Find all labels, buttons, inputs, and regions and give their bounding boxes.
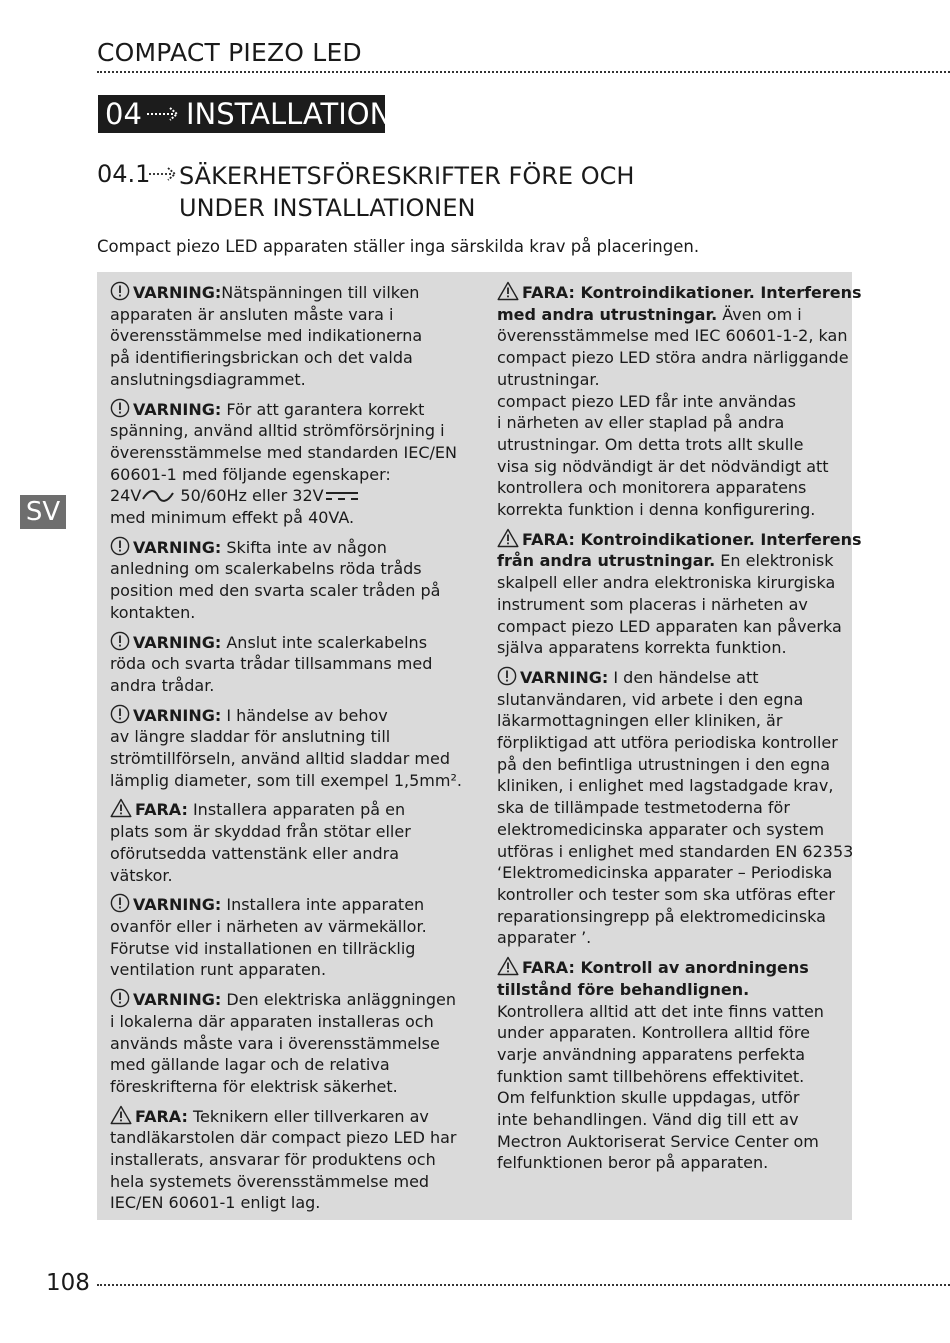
text-line: Förutse vid installationen en tillräcklig bbox=[110, 938, 416, 958]
warning-triangle-icon bbox=[497, 281, 519, 301]
footer-divider bbox=[97, 1284, 950, 1286]
warning-triangle-icon bbox=[110, 1105, 132, 1125]
danger-label: FARA: Kontroll av anordningens bbox=[522, 958, 809, 978]
language-tab: SV bbox=[20, 495, 66, 529]
text-line: överensstämmelse med standarden IEC/EN bbox=[110, 442, 457, 462]
exclamation-circle-icon bbox=[110, 631, 130, 651]
warning-label: VARNING: bbox=[520, 667, 609, 687]
header-divider bbox=[97, 71, 950, 73]
text-line: 60601-1 med följande egenskaper: bbox=[110, 464, 391, 484]
text-line: själva apparatens korrekta funktion. bbox=[497, 638, 787, 658]
exclamation-circle-icon bbox=[110, 704, 130, 724]
text-line: elektromedicinska apparater och system bbox=[497, 819, 825, 839]
text-line: läkarmottagningen eller kliniken, är bbox=[497, 711, 783, 731]
text-line: funktion samt tillbehörens effektivitet. bbox=[497, 1066, 805, 1086]
text-line: varje användning apparatens perfekta bbox=[497, 1044, 806, 1064]
warning-block bbox=[110, 988, 470, 1098]
text-line: i lokalerna där apparaten installeras och bbox=[110, 1011, 434, 1031]
text-line: position med den svarta scaler tråden på bbox=[110, 581, 441, 601]
warning-block bbox=[110, 631, 470, 697]
page-number: 108 bbox=[46, 1270, 90, 1296]
warning-triangle-icon bbox=[497, 956, 519, 976]
exclamation-circle-icon bbox=[110, 536, 130, 556]
text-line: compact piezo LED störa andra närliggande bbox=[497, 348, 849, 368]
danger-label: FARA: Kontroindikationer. Interferens bbox=[522, 529, 862, 549]
text-line: kontroller och tester som ska utföras efter bbox=[497, 884, 835, 904]
text-line: Nätspänningen till vilken bbox=[221, 283, 420, 302]
text-line: IEC/EN 60601-1 enligt lag. bbox=[110, 1193, 321, 1213]
text-line: Kontrollera alltid att det inte finns vatten bbox=[497, 1001, 824, 1021]
text-line: lämplig diameter, som till exempel 1,5mm². bbox=[110, 770, 462, 790]
danger-label: med andra utrustningar. bbox=[497, 304, 718, 324]
section-heading bbox=[98, 95, 392, 133]
text-line: compact piezo LED får inte användas bbox=[497, 391, 796, 411]
text-line: kontakten. bbox=[110, 602, 196, 622]
text-line: överensstämmelse med indikationerna bbox=[110, 326, 423, 346]
danger-label: tillstånd före behandlignen. bbox=[497, 979, 750, 999]
text-line: med minimum effekt på 40VA. bbox=[110, 508, 355, 528]
text-line: apparaten är ansluten måste vara i bbox=[110, 304, 394, 324]
text-line: överensstämmelse med IEC 60601-1-2, kan bbox=[497, 326, 848, 346]
text-line: ‘Elektromedicinska apparater – Periodiska bbox=[497, 863, 833, 883]
text-line: I händelse av behov bbox=[221, 705, 388, 725]
section-number: 04 bbox=[105, 97, 142, 131]
danger-block bbox=[110, 798, 470, 886]
text-line: anledning om scalerkabelns röda tråds bbox=[110, 559, 422, 579]
warning-label: VARNING: bbox=[133, 895, 222, 915]
text-line: tandläkarstolen där compact piezo LED har bbox=[110, 1128, 457, 1148]
text-line: utrustningar. Om detta trots allt skulle bbox=[497, 434, 804, 454]
subsection-title bbox=[179, 160, 634, 224]
text-line: I den händelse att bbox=[608, 667, 759, 687]
text-line: föreskrifterna för elektrisk säkerhet. bbox=[110, 1076, 398, 1096]
voltage-dc: 50/60Hz eller 32V bbox=[175, 486, 324, 506]
text-line: ska de tillämpade testmetoderna för bbox=[497, 798, 790, 818]
dc-symbol-icon bbox=[324, 490, 360, 502]
text-line: skalpell eller andra elektroniska kirurgiska bbox=[497, 573, 836, 593]
danger-label: FARA: Kontroindikationer. Interferens bbox=[522, 283, 862, 302]
text-line: instrument som placeras i närheten av bbox=[497, 594, 808, 614]
warning-block bbox=[110, 536, 470, 624]
text-line: i närheten av eller staplad på andra bbox=[497, 413, 785, 433]
text-line: vätskor. bbox=[110, 865, 173, 885]
exclamation-circle-icon bbox=[110, 988, 130, 1008]
text-line: För att garantera korrekt bbox=[221, 399, 425, 419]
text-line: installerats, ansvarar för produktens och bbox=[110, 1150, 436, 1170]
warning-block bbox=[110, 893, 470, 981]
dotted-arrow-icon bbox=[146, 105, 180, 127]
right-column bbox=[497, 281, 862, 1181]
text-line: Teknikern eller tillverkaren av bbox=[187, 1106, 429, 1126]
exclamation-circle-icon bbox=[110, 281, 130, 301]
text-line: utrustningar. bbox=[497, 369, 600, 389]
text-line: inte behandlingen. Vänd dig till ett av bbox=[497, 1110, 799, 1130]
danger-block bbox=[497, 528, 862, 659]
voltage-ac: 24V bbox=[110, 486, 142, 506]
text-line: plats som är skyddad från stötar eller bbox=[110, 822, 411, 842]
text-line: under apparaten. Kontrollera alltid före bbox=[497, 1023, 810, 1043]
intro-text: Compact piezo LED apparaten ställer inga särskilda krav på placeringen. bbox=[97, 237, 700, 256]
warning-block bbox=[497, 666, 857, 949]
warning-block bbox=[110, 704, 470, 792]
text-line: visa sig nödvändigt är det nödvändigt att bbox=[497, 456, 829, 476]
text-line: används måste vara i överensstämmelse bbox=[110, 1033, 440, 1053]
text-line: Skifta inte av någon bbox=[221, 537, 387, 557]
exclamation-circle-icon bbox=[110, 398, 130, 418]
exclamation-circle-icon bbox=[497, 666, 517, 686]
text-line: utföras i enlighet med standarden EN 62353 bbox=[497, 841, 854, 861]
text-line: andra trådar. bbox=[110, 675, 215, 695]
document-title: COMPACT PIEZO LED bbox=[97, 38, 362, 67]
text-line: slutanvändaren, vid arbete i den egna bbox=[497, 689, 804, 709]
text-line: felfunktionen beror på apparaten. bbox=[497, 1153, 769, 1173]
section-title: INSTALLATION bbox=[186, 97, 392, 131]
text-line: Även om i bbox=[717, 304, 802, 324]
text-line: Mectron Auktoriserat Service Center om bbox=[497, 1131, 819, 1151]
subsection-title-line-2: UNDER INSTALLATIONEN bbox=[179, 194, 476, 222]
warning-block bbox=[110, 281, 470, 391]
warning-label: VARNING: bbox=[133, 632, 222, 652]
warning-label: VARNING: bbox=[133, 705, 222, 725]
danger-block bbox=[110, 1105, 470, 1215]
danger-label: FARA: bbox=[135, 800, 188, 820]
text-line: En elektronisk bbox=[715, 551, 834, 571]
text-line: kontrollera och monitorera apparatens bbox=[497, 478, 807, 498]
warning-block bbox=[110, 398, 470, 529]
text-line: anslutningsdiagrammet. bbox=[110, 369, 306, 389]
text-line: apparater ’. bbox=[497, 928, 592, 948]
text-line: spänning, använd alltid strömförsörjning i bbox=[110, 421, 445, 441]
text-line: på identifieringsbrickan och det valda bbox=[110, 348, 413, 368]
text-line: strömtillförseln, använd alltid sladdar med bbox=[110, 749, 450, 769]
warning-label: VARNING: bbox=[133, 990, 222, 1010]
warning-label: VARNING: bbox=[133, 399, 222, 419]
left-column bbox=[110, 281, 470, 1221]
text-line: oförutsedda vattenstänk eller andra bbox=[110, 843, 400, 863]
text-line: kliniken, i enlighet med lagstadgade krav, bbox=[497, 776, 834, 796]
subsection-number: 04.1 bbox=[97, 160, 151, 188]
warning-label: VARNING: bbox=[133, 537, 222, 557]
text-line: förpliktigad att utföra periodiska kontroller bbox=[497, 733, 838, 753]
danger-label: FARA: bbox=[135, 1106, 188, 1126]
text-line: Anslut inte scalerkabelns bbox=[221, 632, 428, 652]
text-line: Installera apparaten på en bbox=[187, 800, 406, 820]
exclamation-circle-icon bbox=[110, 893, 130, 913]
text-line: av längre sladdar för anslutning till bbox=[110, 727, 391, 747]
warning-label: VARNING: bbox=[133, 283, 222, 302]
text-line: med gällande lagar och de relativa bbox=[110, 1055, 390, 1075]
text-line: reparationsingrepp på elektromedicinska bbox=[497, 906, 826, 926]
text-line: Den elektriska anläggningen bbox=[221, 990, 457, 1010]
text-line: på den befintliga utrustningen i den egna bbox=[497, 754, 831, 774]
text-line: korrekta funktion i denna konfigurering. bbox=[497, 500, 816, 520]
text-line: röda och svarta trådar tillsammans med bbox=[110, 654, 433, 674]
text-line: ventilation runt apparaten. bbox=[110, 960, 327, 980]
text-line: compact piezo LED apparaten kan påverka bbox=[497, 616, 842, 636]
ac-tilde-icon bbox=[141, 490, 175, 502]
text-line: ovanför eller i närheten av värmekällor. bbox=[110, 916, 427, 936]
subsection-title-line-1: SÄKERHETSFÖRESKRIFTER FÖRE OCH bbox=[179, 162, 635, 190]
danger-block bbox=[497, 281, 862, 521]
text-line: Om felfunktion skulle uppdagas, utför bbox=[497, 1088, 800, 1108]
danger-block bbox=[497, 956, 857, 1174]
warning-triangle-icon bbox=[497, 528, 519, 548]
dotted-arrow-icon bbox=[148, 166, 178, 186]
warning-triangle-icon bbox=[110, 798, 132, 818]
danger-label: från andra utrustningar. bbox=[497, 551, 716, 571]
text-line: hela systemets överensstämmelse med bbox=[110, 1171, 430, 1191]
text-line: Installera inte apparaten bbox=[221, 895, 425, 915]
